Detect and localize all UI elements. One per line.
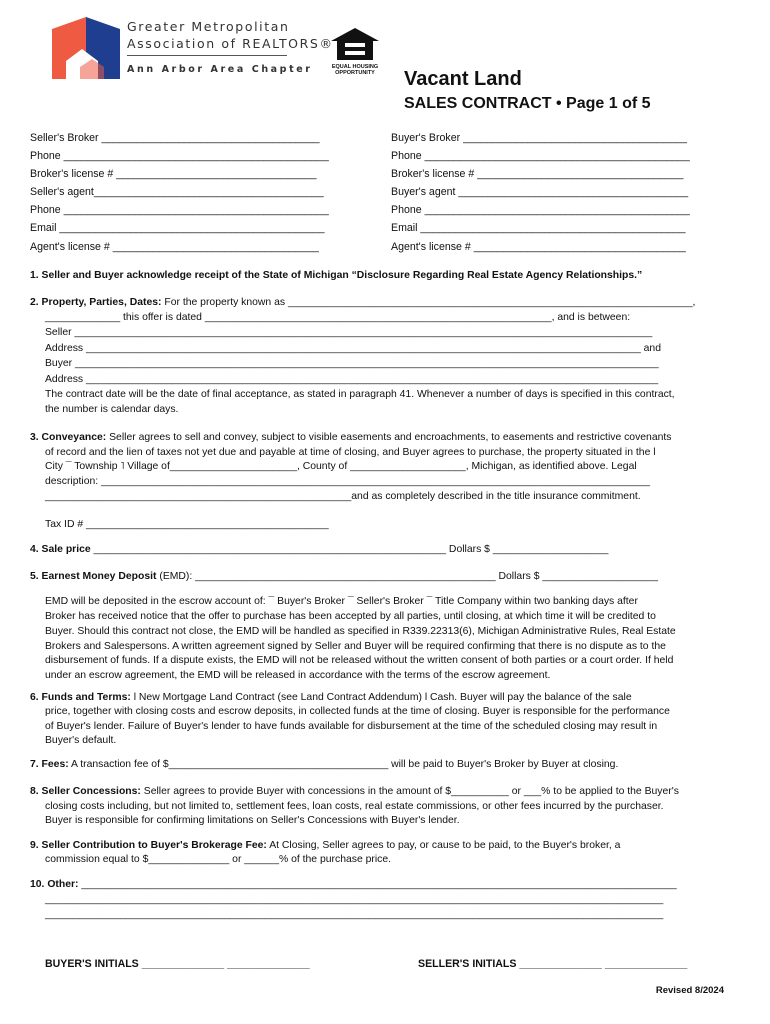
sellers-broker-field: Seller's Broker _____________________________________ xyxy=(30,132,320,144)
section-8-text: Seller agrees to provide Buyer with concessions in the amount of $__________ or ___% to be applied to the Buyer's xyxy=(140,786,679,797)
section-5-line-5: Brokers and Salespersons. A written agreement signed by Seller and Buyer will be required confirming that there is no dispute as to the xyxy=(45,641,666,652)
sellers-initials: SELLER'S INITIALS ______________ ______________ xyxy=(418,958,688,970)
section-2-line-2: _____________ this offer is dated ____________________________________________________________, and is between: xyxy=(45,312,631,323)
seller-agent-license-field: Agent's license # ___________________________________ xyxy=(30,241,319,253)
section-3-text: Seller agrees to sell and convey, subject to visible easements and encroachments, to easements and restrictive covenants xyxy=(106,432,672,443)
section-8-line-1 xyxy=(30,786,679,797)
section-6-line-4: Buyer's default. xyxy=(45,735,117,746)
section-6-label: 6. Funds and Terms: xyxy=(30,692,131,703)
chapter-name: Ann Arbor Area Chapter xyxy=(127,64,313,75)
revised-date: Revised 8/2024 xyxy=(655,985,724,996)
section-3-line-1 xyxy=(30,432,671,443)
section-5-line-2: EMD will be deposited in the escrow account of: ¯ Buyer's Broker ¯ Seller's Broker ¯ Title Company within two banking days after xyxy=(45,596,638,607)
section-5-line-6: disbursement of funds. If a dispute exists, the EMD will not be released without the written consent of both parties or a court order. If held xyxy=(45,655,674,666)
buyer-agent-email-field: Email _____________________________________________ xyxy=(391,222,686,234)
section-1-disclosure: 1. Seller and Buyer acknowledge receipt of the State of Michigan “Disclosure Regarding Real Estate Agency Relationships.” xyxy=(30,270,643,281)
page-subtitle: SALES CONTRACT • Page 1 of 5 xyxy=(404,95,651,112)
house-logo-icon xyxy=(52,17,120,79)
equal-housing-icon xyxy=(328,27,382,61)
section-6-line-3: of Buyer's lender. Failure of Buyer's lender to have funds available for disbursement at the time of the scheduled closing may result in xyxy=(45,721,658,732)
section-5-line-3: Broker has received notice that the offer to purchase has been accepted by all parties, until closing, at which time it will be credited to xyxy=(45,611,656,622)
legal-description-field: description: _______________________________________________________________________________________________ xyxy=(45,476,651,487)
section-8-line-3: Buyer is responsible for confirming limitations on Seller's Concessions with Buyer's lender. xyxy=(45,815,460,826)
section-10-line-1 xyxy=(30,879,677,890)
section-6-line-1 xyxy=(30,692,632,703)
section-5-line-4: Buyer. Should this contract not close, the EMD will be handled as specified in R339.22313(6), Michigan Administrative Rules, Real Estate xyxy=(45,626,676,637)
buyers-agent-field: Buyer's agent _______________________________________ xyxy=(391,186,689,198)
section-2-line-1 xyxy=(30,297,695,308)
other-field-line-3: ___________________________________________________________________________________________________________ xyxy=(45,909,664,920)
section-8-line-2: closing costs including, but not limited to, settlement fees, loan costs, real estate commissions, or other fees incurred by the purchaser. xyxy=(45,801,664,812)
section-8-label: 8. Seller Concessions: xyxy=(30,786,141,797)
section-3-line-5: _____________________________________________________and as completely described in the title insurance commitment. xyxy=(45,491,641,502)
section-7-fees xyxy=(30,759,618,770)
section-10-label: 10. Other: xyxy=(30,879,79,890)
equal-housing-logo xyxy=(328,27,382,75)
seller-broker-license-field: Broker's license # __________________________________ xyxy=(30,168,317,180)
transaction-fee-field: A transaction fee of $______________________________________ will be paid to Buyer's Broker by Buyer at closing. xyxy=(68,759,619,770)
seller-agent-email-field: Email _____________________________________________ xyxy=(30,222,325,234)
org-name-line1: Greater Metropolitan xyxy=(127,19,290,34)
buyer-agent-phone-field: Phone _____________________________________________ xyxy=(391,204,690,216)
buyer-name-field: Buyer _____________________________________________________________________________________________________ xyxy=(45,358,659,369)
section-5-line-7: under an escrow agreement, the EMD will be released in accordance with the terms of the escrow agreement. xyxy=(45,670,551,681)
section-9-line-1 xyxy=(30,840,620,851)
buyers-broker-field: Buyer's Broker ______________________________________ xyxy=(391,132,687,144)
sale-price-field: _____________________________________________________________ Dollars $ ____________________ xyxy=(90,544,609,555)
section-2-line-8: the number is calendar days. xyxy=(45,404,179,415)
emd-amount-field: (EMD): ____________________________________________________ Dollars $ ____________________ xyxy=(156,571,658,582)
section-5-line-1 xyxy=(30,571,658,582)
buyer-phone-field: Phone _____________________________________________ xyxy=(391,150,690,162)
other-field-line-1: _______________________________________________________________________________________________________ xyxy=(78,879,677,890)
eho-text-line1: EQUAL HOUSING xyxy=(331,64,379,70)
section-6-line-2: price, together with closing costs and escrow deposits, in collected funds at the time of closing. Buyer is responsible for the performance xyxy=(45,706,670,717)
eho-text-line2: OPPORTUNITY xyxy=(335,70,375,76)
seller-agent-phone-field: Phone _____________________________________________ xyxy=(30,204,329,216)
section-6-text: l New Mortgage Land Contract (see Land Contract Addendum) l Cash. Buyer will pay the balance of the sale xyxy=(130,692,632,703)
other-field-line-2: ___________________________________________________________________________________________________________ xyxy=(45,894,664,905)
section-4-sale-price xyxy=(30,544,608,555)
section-3-line-2: of record and the lien of taxes not yet due and payable at time of closing, and Buyer agrees to purchase, the property situated in the l xyxy=(45,447,656,458)
logo-divider xyxy=(127,55,287,56)
section-9-line-2: commission equal to $______________ or ______% of the purchase price. xyxy=(45,854,392,865)
section-3-line-3: City ¯ Township ˥ Village of______________________, County of ____________________, Michigan, as identified above. Legal xyxy=(45,461,637,472)
gmar-logo xyxy=(52,17,120,79)
section-4-label: 4. Sale price xyxy=(30,544,91,555)
buyer-address-field: Address ___________________________________________________________________________________________________ xyxy=(45,374,659,385)
tax-id-field: Tax ID # __________________________________________ xyxy=(45,519,329,530)
buyer-agent-license-field: Agent's license # ____________________________________ xyxy=(391,241,686,253)
seller-phone-field: Phone _____________________________________________ xyxy=(30,150,329,162)
section-2-text: For the property known as ______________________________________________________________________, xyxy=(161,297,696,308)
sellers-agent-field: Seller's agent_______________________________________ xyxy=(30,186,324,198)
seller-name-field: Seller ____________________________________________________________________________________________________ xyxy=(45,327,653,338)
org-name-line2: Association of REALTORS® xyxy=(127,36,334,51)
buyer-broker-license-field: Broker's license # ___________________________________ xyxy=(391,168,684,180)
section-7-label: 7. Fees: xyxy=(30,759,69,770)
buyers-initials: BUYER'S INITIALS ______________ ______________ xyxy=(45,958,310,970)
section-3-label: 3. Conveyance: xyxy=(30,432,107,443)
page-title: Vacant Land xyxy=(404,68,522,90)
section-2-line-7: The contract date will be the date of final acceptance, as stated in paragraph 41. Whenever a number of days is specified in this contract, xyxy=(45,389,675,400)
seller-address-field: Address ________________________________________________________________________________________________ and xyxy=(45,343,661,354)
section-5-label: 5. Earnest Money Deposit xyxy=(30,571,157,582)
section-9-text: At Closing, Seller agrees to pay, or cause to be paid, to the Buyer's broker, a xyxy=(266,840,621,851)
section-9-label: 9. Seller Contribution to Buyer's Brokerage Fee: xyxy=(30,840,267,851)
section-2-label: 2. Property, Parties, Dates: xyxy=(30,297,162,308)
